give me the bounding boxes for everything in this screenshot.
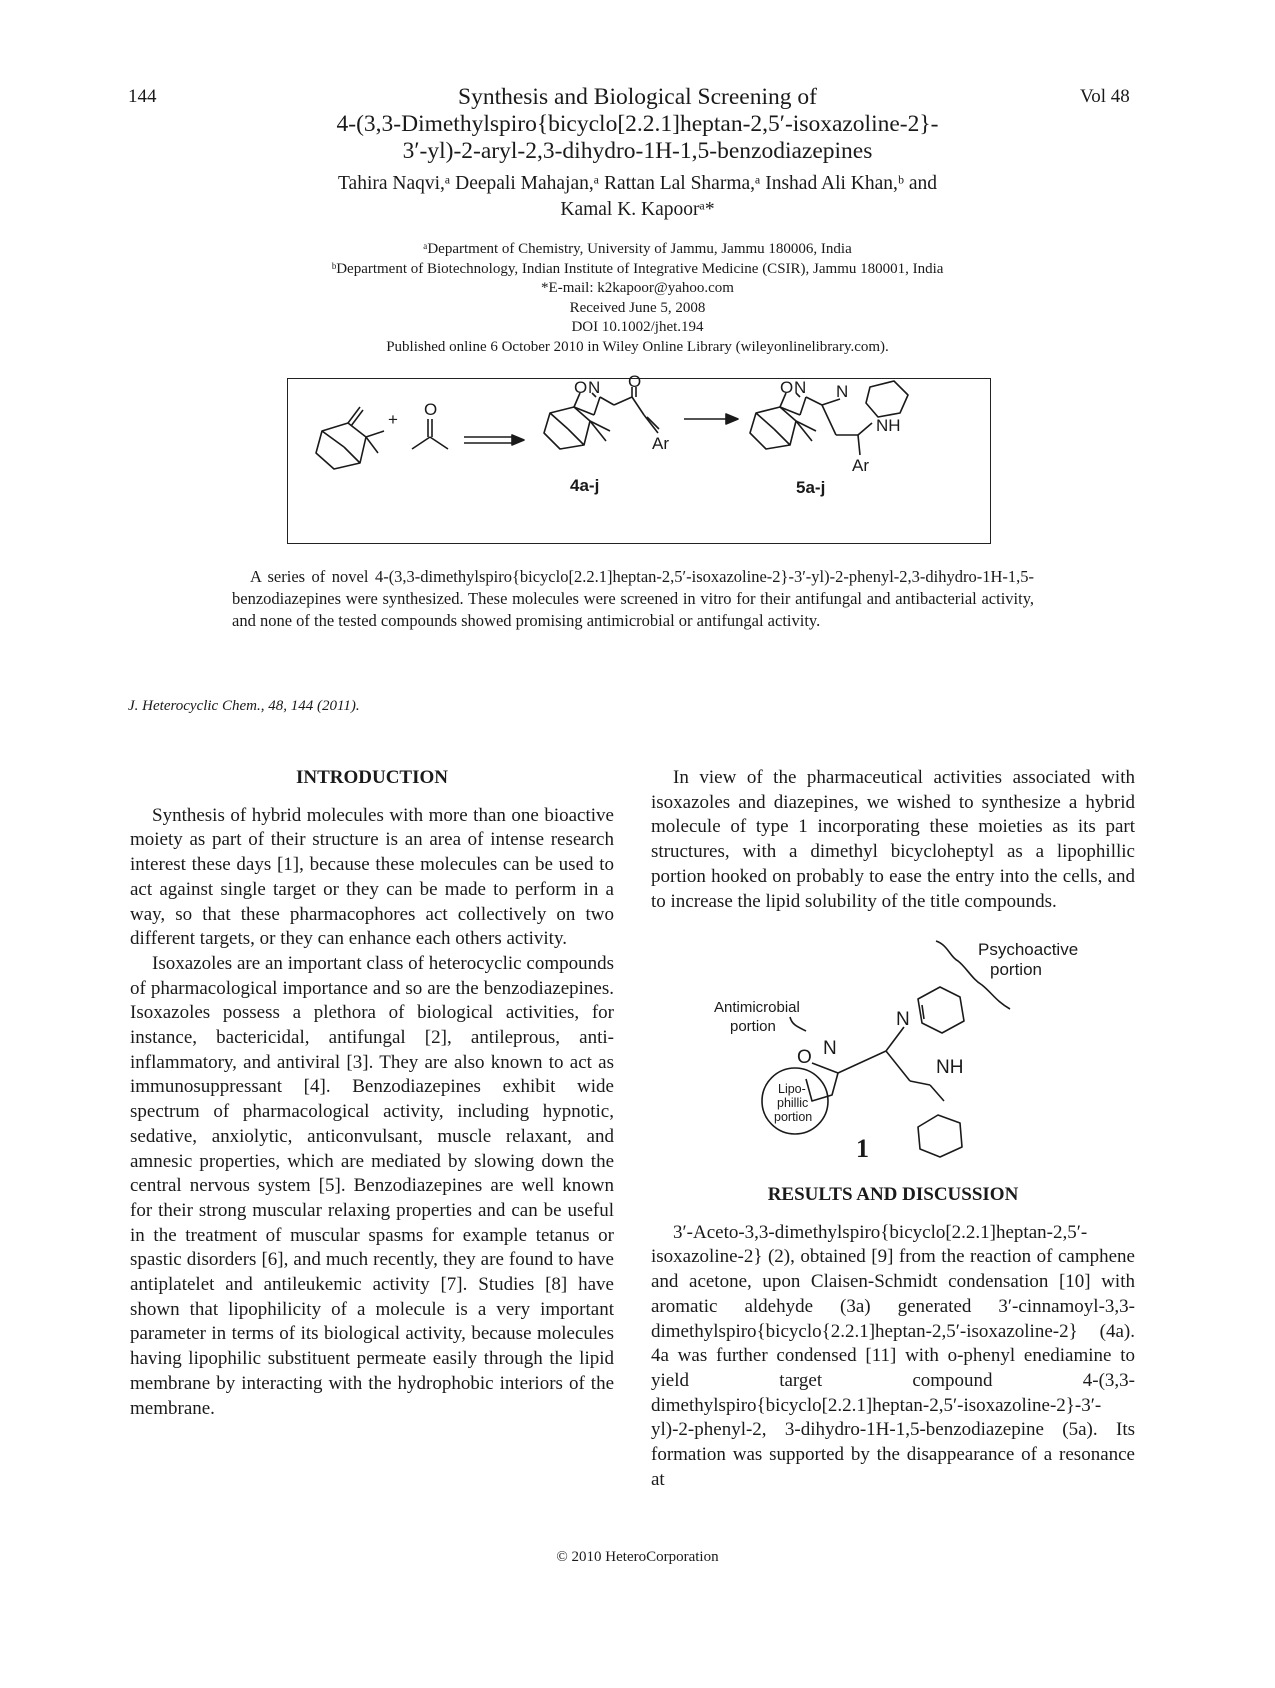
diazepine-nh: NH	[876, 416, 901, 435]
plus-sign: +	[388, 410, 398, 429]
right-paragraph-1: In view of the pharmaceutical activities associated with isoxazoles and diazepines, we wished to synthesize a hybrid molecule of type 1 incorporating these moieties as its part structures, with a dimethyl bicycloheptyl as a lipophillic portion hooked on probably to ease the entry into the cells, and to increase the lipid solubility of the title compounds.	[651, 767, 1135, 912]
title-line-1: Synthesis and Biological Screening of	[458, 84, 817, 110]
benzo-ring	[918, 987, 964, 1033]
volume-number: Vol 48	[1080, 86, 1130, 107]
figure-nh: NH	[936, 1057, 964, 1078]
compound-1-figure	[700, 935, 1079, 1170]
lipo-label-1: Lipo-	[778, 1082, 806, 1096]
antimicrobial-label-1: Antimicrobial	[714, 999, 800, 1016]
reaction-scheme-drawing	[288, 372, 992, 545]
isoxazoline-nitrogen: N	[588, 378, 601, 397]
authors-line-2: Kamal K. Kapoorᵃ*	[560, 199, 715, 220]
title-line-2: 4-(3,3-Dimethylspiro{bicyclo[2.2.1]heptan-2,5′-isoxazoline-2}-	[336, 111, 939, 137]
figure-nitrogen: N	[823, 1038, 837, 1059]
journal-citation: J. Heterocyclic Chem., 48, 144 (2011).	[128, 698, 360, 714]
affiliation-b: ᵇDepartment of Biotechnology, Indian Institute of Integrative Medicine (CSIR), Jammu 180001, India	[331, 260, 944, 277]
introduction-paragraph-2: Isoxazoles are an important class of heterocyclic compounds of pharmacological importance and so are the benzodiazepines. Isoxazoles possess a plethora of biological activities, for instance, bactericidal, antifungal [2], antileprous, anti-inflammatory, and antiviral [3]. They are also known to act as immunosuppressant [4]. Benzodiazepines exhibit wide spectrum of pharmacological activity, including hypnotic, sedative, anxiolytic, anticonvulsant, muscle relaxant, and amnesic properties, which are mediated by slowing down the central nervous system [5]. Benzodiazepines are well known for their strong muscular relaxing properties and can be useful in the treatment of muscular spasms for example tetanus or spastic disorders [6], and much recently, they are found to have antiplatelet and antileukemic activity [7]. Studies [8] have shown that lipophilicity of a molecule is a very important parameter in terms of its biological activity, because molecules having lipophilic substituent permeate easily through the lipid membrane by interacting with the hydrophobic interiors of the membrane.	[130, 952, 614, 1419]
published-online: Published online 6 October 2010 in Wiley Online Library (wileyonlinelibrary.com).	[386, 338, 889, 355]
isoxazoline-oxygen: O	[574, 378, 588, 397]
compound-label-5: 5a-j	[796, 478, 826, 497]
page-number: 144	[128, 86, 157, 107]
lipo-label-2: phillic	[777, 1096, 809, 1110]
right-column-text	[651, 766, 1135, 914]
double-reaction-arrow	[464, 435, 524, 445]
carbonyl-oxygen: O	[628, 372, 642, 391]
abstract: A series of novel 4-(3,3-dimethylspiro{bicyclo[2.2.1]heptan-2,5′-isoxazoline-2}-3′-yl)-2-phenyl-2,3-dihydro-1H-1,5-benzodiazepines were synthesized. These molecules were screened in vitro for their antifungal and antibacterial activity, and none of the tested compounds showed promising antimicrobial or antifungal activity.	[232, 567, 1034, 630]
acetone-structure	[412, 419, 448, 449]
affiliation-a: ᵃDepartment of Chemistry, University of Jammu, Jammu 180006, India	[423, 241, 852, 257]
acetone-oxygen: O	[424, 400, 438, 419]
graphical-abstract-scheme	[287, 372, 991, 544]
results-heading: RESULTS AND DISCUSSION	[767, 1184, 1019, 1205]
doi: DOI 10.1002/jhet.194	[571, 319, 704, 335]
author-list	[250, 171, 1025, 223]
isoxazoline-nitrogen-5: N	[794, 378, 807, 397]
results-section	[651, 1183, 1135, 1492]
introduction-paragraph-1: Synthesis of hybrid molecules with more than one bioactive moiety as part of their structure is an area of intense research interest these days [1], because these molecules can be used to act against single target or they can be made to perform in a way, so that these pharmacophores act collectively on two different targets, or they can enhance each others activity.	[130, 804, 614, 950]
figure-oxygen: O	[797, 1047, 812, 1068]
antimicrobial-label-2: portion	[730, 1018, 776, 1035]
article-title	[250, 84, 1025, 165]
aryl-group-4: Ar	[652, 434, 669, 453]
article-metadata	[250, 240, 1025, 357]
left-column	[130, 766, 614, 1421]
camphene-structure	[316, 407, 384, 469]
psychoactive-label-2: portion	[990, 960, 1042, 979]
copyright-footer: © 2010 HeteroCorporation	[556, 1549, 719, 1565]
lipo-label-3: portion	[774, 1110, 813, 1124]
phenyl-ring	[918, 1115, 962, 1157]
corresponding-email: *E-mail: k2kapoor@yahoo.com	[541, 280, 734, 296]
isoxazoline-oxygen-5: O	[780, 378, 794, 397]
diazepine-nitrogen: N	[836, 382, 849, 401]
authors-line-1: Tahira Naqvi,ᵃ Deepali Mahajan,ᵃ Rattan Lal Sharma,ᵃ Inshad Ali Khan,ᵇ and	[338, 173, 937, 194]
results-paragraph-1: 3′-Aceto-3,3-dimethylspiro{bicyclo[2.2.1]heptan-2,5′-isoxazoline-2} (2), obtained [9] from the reaction of camphene and acetone, upon Claisen-Schmidt condensation [10] with aromatic aldehyde (3a) generated 3′-cinnamoyl-3,3-dimethylspiro{bicyclo{2.2.1]heptan-2,5′-isoxazoline-2} (4a). 4a was further condensed [11] with o-phenyl enediamine to yield target compound 4-(3,3-dimethylspiro{bicyclo[2.2.1]heptan-2,5′-isoxazoline-2}-3′-yl)-2-phenyl-2, 3-dihydro-1H-1,5-benzodiazepine (5a). Its formation was supported by the disappearance of a resonance at	[651, 1221, 1135, 1490]
figure-diazepine-nitrogen: N	[896, 1009, 910, 1030]
psychoactive-label-1: Psychoactive	[978, 940, 1079, 959]
compound-number-label: 1	[856, 1134, 869, 1163]
aryl-group-5: Ar	[852, 456, 869, 475]
antimicrobial-bracket	[790, 1017, 806, 1031]
introduction-heading: INTRODUCTION	[295, 767, 449, 788]
title-line-3: 3′-yl)-2-aryl-2,3-dihydro-1H-1,5-benzodiazepines	[402, 138, 873, 164]
compound-label-4: 4a-j	[570, 476, 600, 495]
reaction-arrow	[684, 414, 738, 424]
received-date: Received June 5, 2008	[569, 299, 706, 316]
chalcone-4-structure	[544, 387, 659, 449]
